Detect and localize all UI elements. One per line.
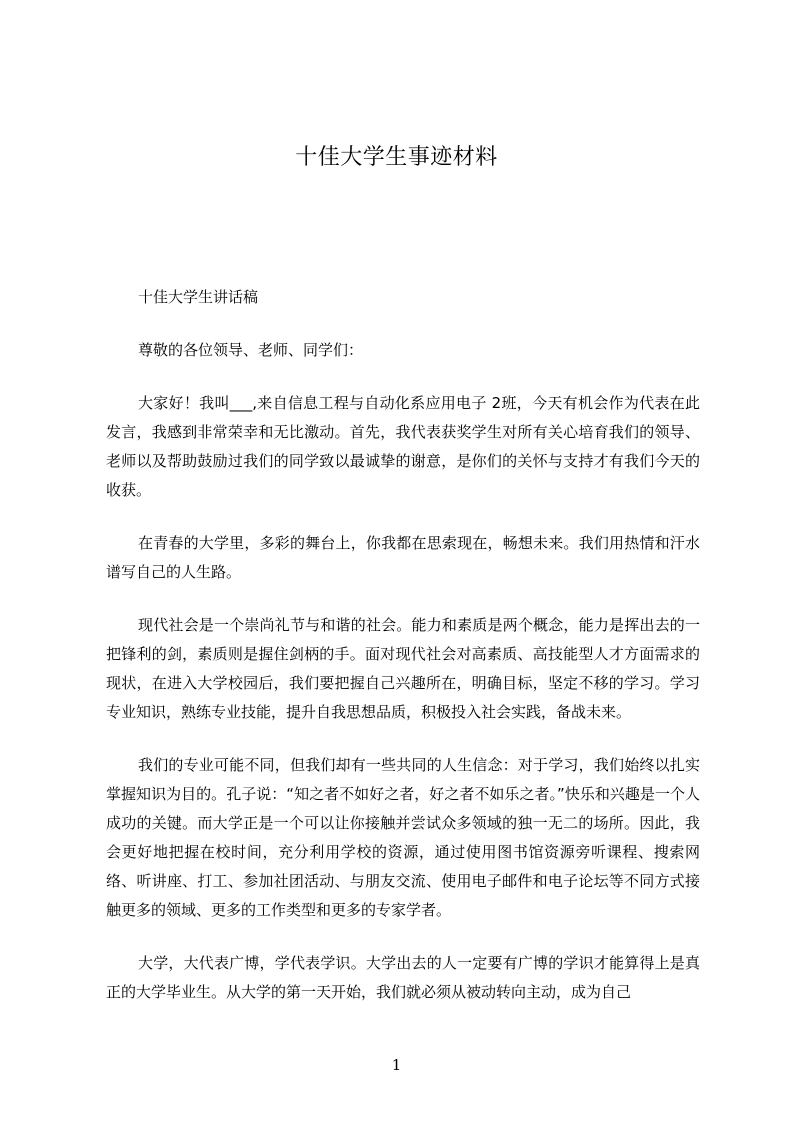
page-title: 十佳大学生事迹材料 [295,145,498,170]
paragraph-youth: 在青春的大学里，多彩的舞台上，你我都在思索现在，畅想未来。我们用热情和汗水谱写自己的人生路。 [106,534,700,581]
salutation: 尊敬的各位领导、老师、同学们： [138,341,364,359]
paragraph-university: 大学，大代表广博，学代表学识。大学出去的人一定要有广博的学识才能算得上是真正的大学毕业生。从大学的第一天开始，我们就必须从被动转向主动，成为自己 [106,954,700,1001]
paragraph-society: 现代社会是一个崇尚礼节与和谐的社会。能力和素质是两个概念，能力是挥出去的一把锋利的剑，素质则是握住剑柄的手。面对现代社会对高素质、高技能型人才方面需求的现状，在进入大学校园后，我们要把握自己兴趣所在，明确目标，坚定不移的学习。学习专业知识，熟练专业技能，提升自我思想品质，积极投入社会实践，备战未来。 [106,616,700,721]
speech-heading: 十佳大学生讲话稿 [138,288,259,306]
document-body [106,283,700,1031]
paragraph-beliefs: 我们的专业可能不同，但我们却有一些共同的人生信念：对于学习，我们始终以扎实掌握知识为目的。孔子说：“知之者不如好之者，好之者不如乐之者。”快乐和兴趣是一个人成功的关键。而大学正是一个可以让你接触并尝试众多领域的独一无二的场所。因此，我会更好地把握在校时间，充分利用学校的资源，通过使用图书馆资源旁听课程、搜索网络、听讲座、打工、参加社团活动、与朋友交流、使用电子邮件和电子论坛等不同方式接触更多的领域、更多的工作类型和更多的专家学者。 [106,756,700,919]
page-number: 1 [391,1056,402,1074]
paragraph-intro: 大家好！我叫___,来自信息工程与自动化系应用电子 2班，今天有机会作为代表在此发言，我感到非常荣幸和无比激动。首先，我代表获奖学生对所有关心培育我们的领导、老师以及帮助鼓励过我们的同学致以最诚挚的谢意，是你们的关怀与支持才有我们今天的收获。 [106,394,700,499]
